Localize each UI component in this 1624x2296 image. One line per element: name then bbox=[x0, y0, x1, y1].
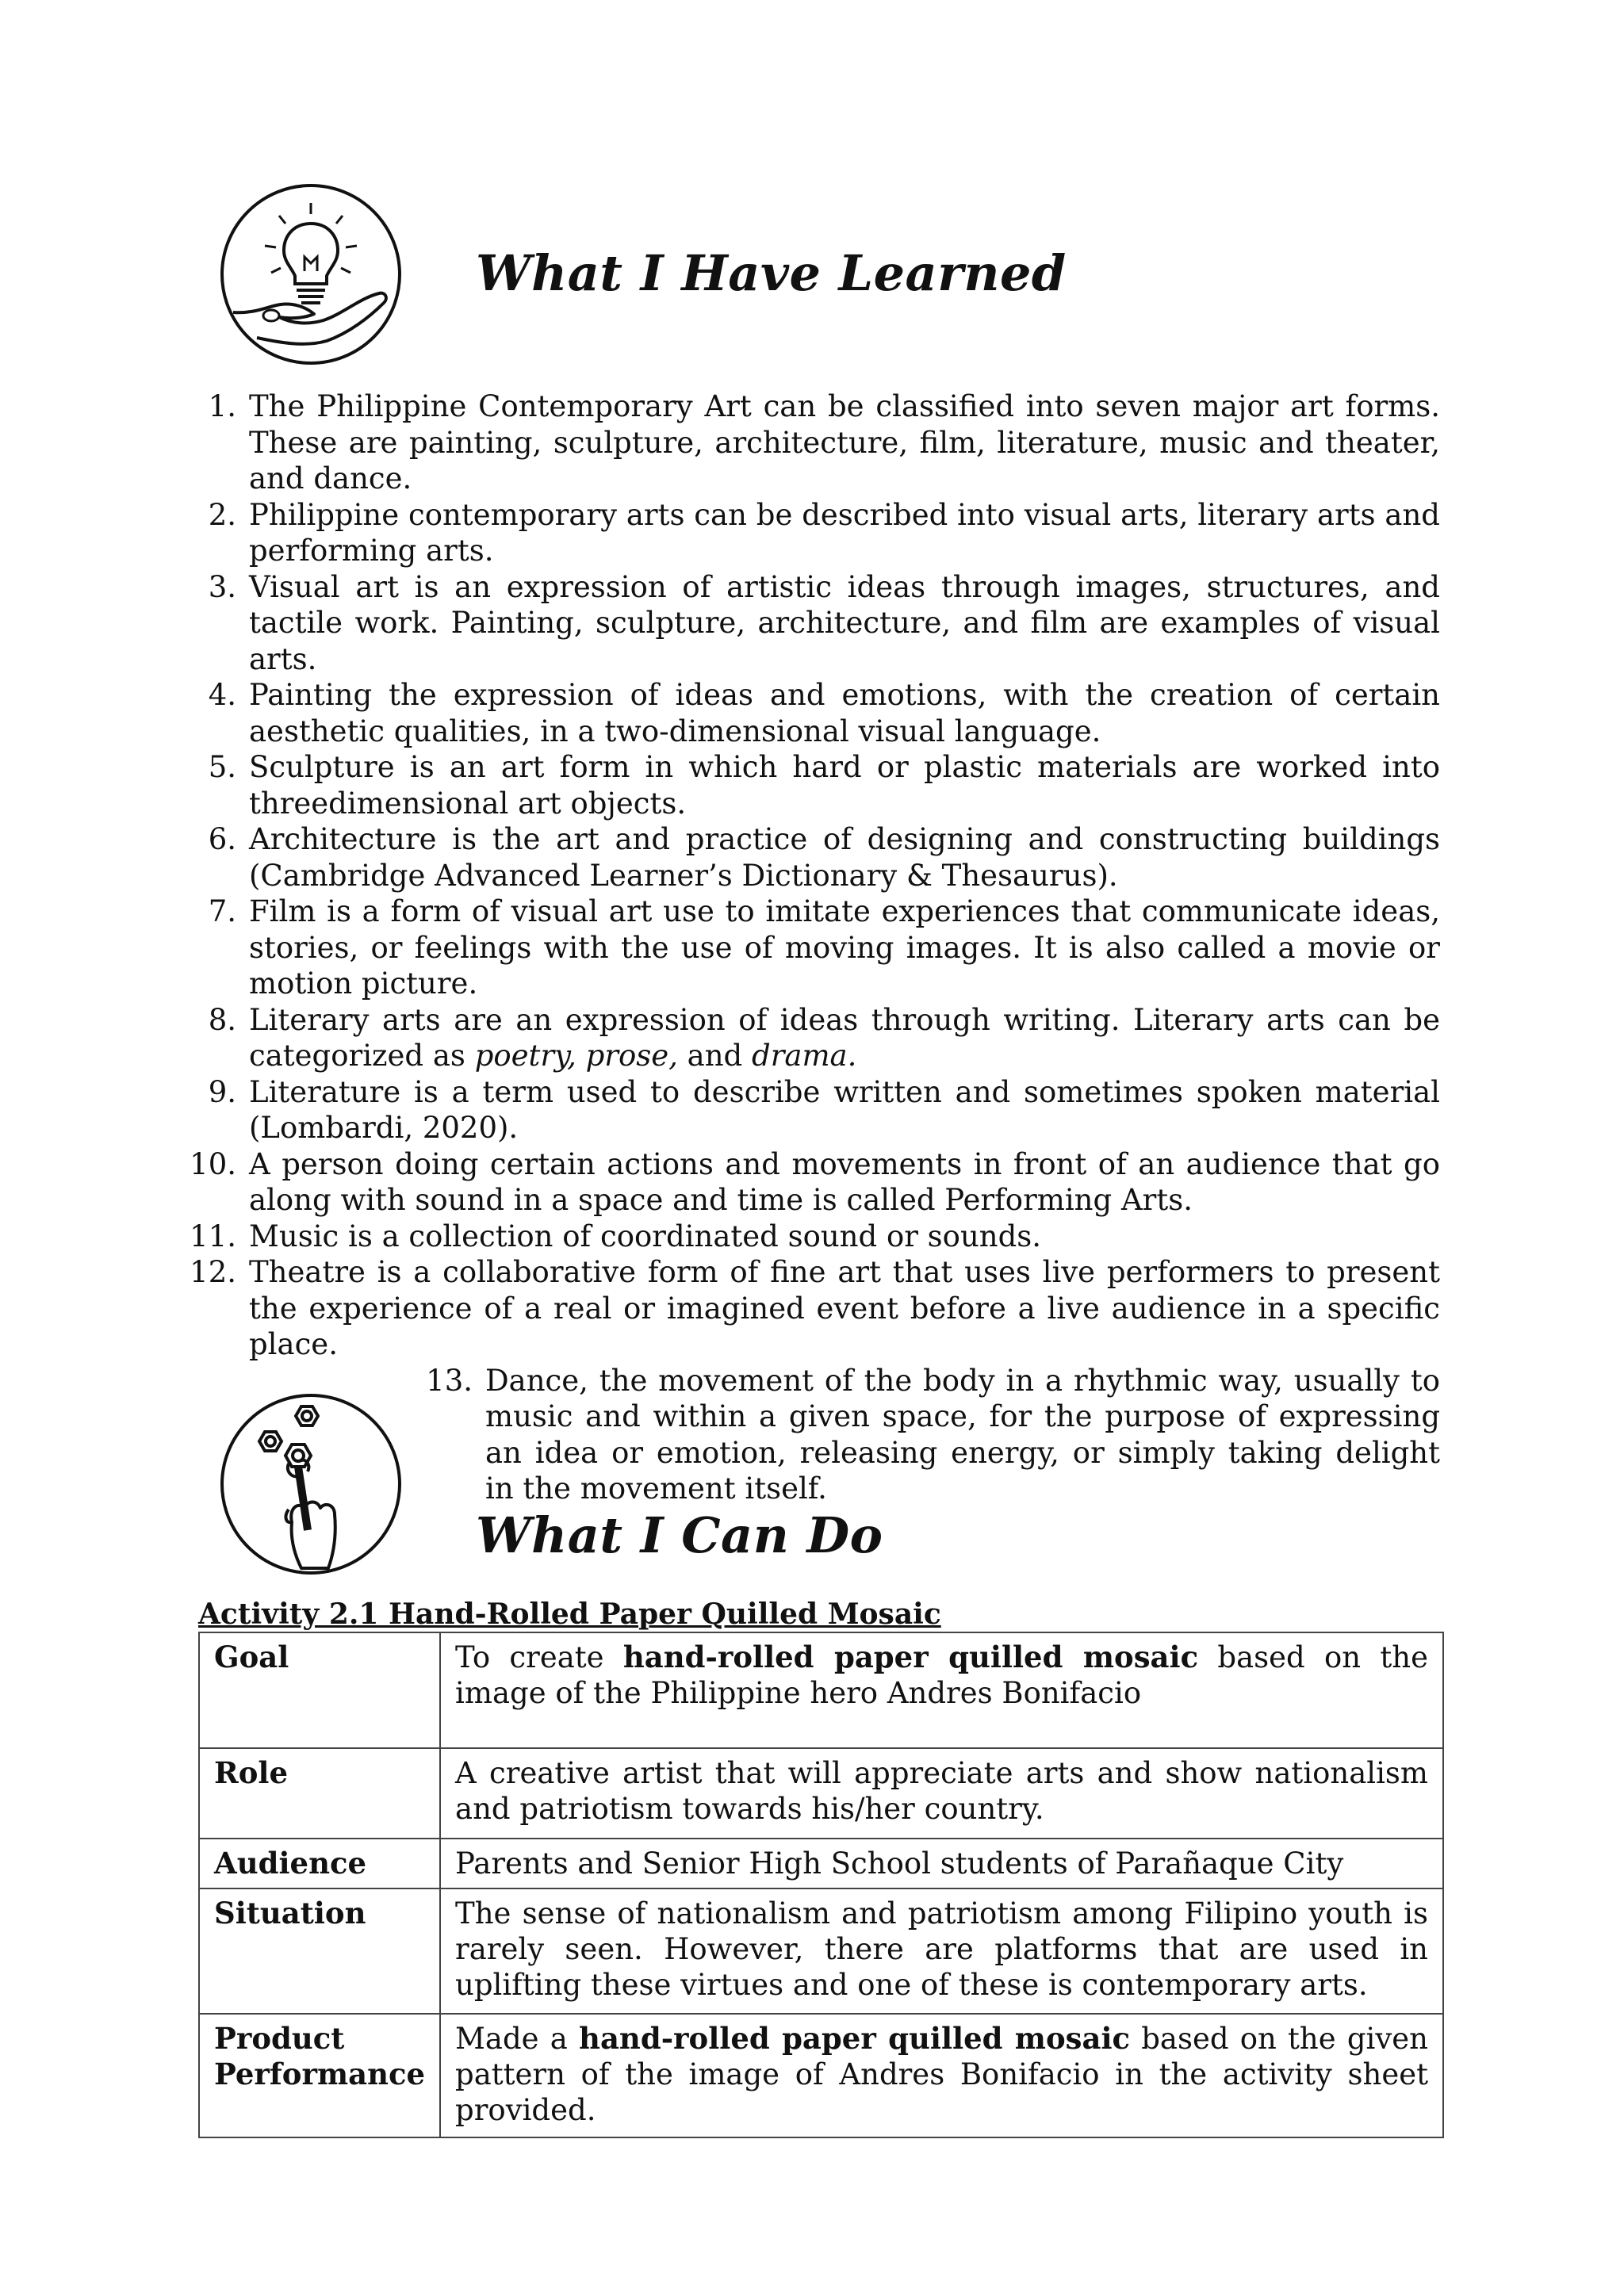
table-row bbox=[199, 1839, 1443, 1888]
lightbulb-hand-icon bbox=[216, 179, 406, 369]
row-label: Role bbox=[199, 1748, 440, 1839]
list-item: 11. Music is a collection of coordinated sound or sounds. bbox=[190, 1219, 1042, 1253]
row-value: A creative artist that will appreciate arts and show nationalism and patriotism towards his/her country. bbox=[440, 1748, 1443, 1839]
row-value: Made a hand-rolled paper quilled mosaic based on the given pattern of the image of Andres Bonifacio in the activity sheet provided. bbox=[440, 2014, 1443, 2137]
activity-title: Activity 2.1 Hand-Rolled Paper Quilled Mosaic bbox=[198, 1598, 941, 1631]
list-item: 8. Literary arts are an expression of ideas through writing. Literary arts can be categorized as poetry, prose, and drama. bbox=[208, 1002, 1440, 1073]
row-value: Parents and Senior High School students of Parañaque City bbox=[440, 1839, 1443, 1888]
row-label: Audience bbox=[199, 1839, 440, 1888]
wrench-gears-hand-icon bbox=[216, 1389, 406, 1579]
row-label: Situation bbox=[199, 1888, 440, 2014]
list-item: 7. Film is a form of visual art use to imitate experiences that communicate ideas, stories, or feelings with the use of moving images. It is also called a movie or motion picture. bbox=[208, 894, 1440, 1001]
list-item: 10. A person doing certain actions and movements in front of an audience that go along with sound in a space and time is called Performing Arts. bbox=[190, 1146, 1440, 1217]
list-item: 3. Visual art is an expression of artistic ideas through images, structures, and tactile work. Painting, sculpture, architecture, and film are examples of visual arts. bbox=[208, 569, 1440, 676]
list-item: 6. Architecture is the art and practice of designing and constructing buildings (Cambridge Advanced Learner’s Dictionary & Thesaurus). bbox=[208, 822, 1440, 893]
list-item: 13. Dance, the movement of the body in a rhythmic way, usually to music and within a given space, for the purpose of expressing an idea or emotion, releasing energy, or simply taking delight in the movement itself. bbox=[426, 1363, 1440, 1506]
table-row bbox=[199, 1888, 1443, 2014]
row-label: Product Performance bbox=[199, 2014, 440, 2137]
learned-list bbox=[151, 388, 1440, 1507]
table-row bbox=[199, 1632, 1443, 1748]
row-value: To create hand-rolled paper quilled mosaic based on the image of the Philippine hero Andres Bonifacio bbox=[440, 1632, 1443, 1748]
list-item: 2. Philippine contemporary arts can be described into visual arts, literary arts and performing arts. bbox=[208, 497, 1440, 568]
what-i-have-learned-title: What I Have Learned bbox=[476, 244, 1067, 302]
list-item: 12. Theatre is a collaborative form of fine art that uses live performers to present the experience of a real or imagined event before a live audience in a specific place. bbox=[190, 1255, 1440, 1361]
list-item: 1. The Philippine Contemporary Art can be classified into seven major art forms. These are painting, sculpture, architecture, film, literature, music and theater, and dance. bbox=[208, 389, 1440, 496]
activity-table bbox=[198, 1632, 1444, 2138]
list-item: 9. Literature is a term used to describe written and sometimes spoken material (Lombardi, 2020). bbox=[208, 1074, 1440, 1145]
row-label: Goal bbox=[199, 1632, 440, 1748]
table-row bbox=[199, 1748, 1443, 1839]
list-item: 4. Painting the expression of ideas and emotions, with the creation of certain aesthetic qualities, in a two-dimensional visual language. bbox=[208, 678, 1440, 748]
what-i-can-do-title: What I Can Do bbox=[476, 1506, 883, 1564]
table-row bbox=[199, 2014, 1443, 2137]
row-value: The sense of nationalism and patriotism among Filipino youth is rarely seen. However, there are platforms that are used in uplifting these virtues and one of these is contemporary arts. bbox=[440, 1888, 1443, 2014]
list-item: 5. Sculpture is an art form in which hard or plastic materials are worked into threedimensional art objects. bbox=[208, 750, 1440, 821]
